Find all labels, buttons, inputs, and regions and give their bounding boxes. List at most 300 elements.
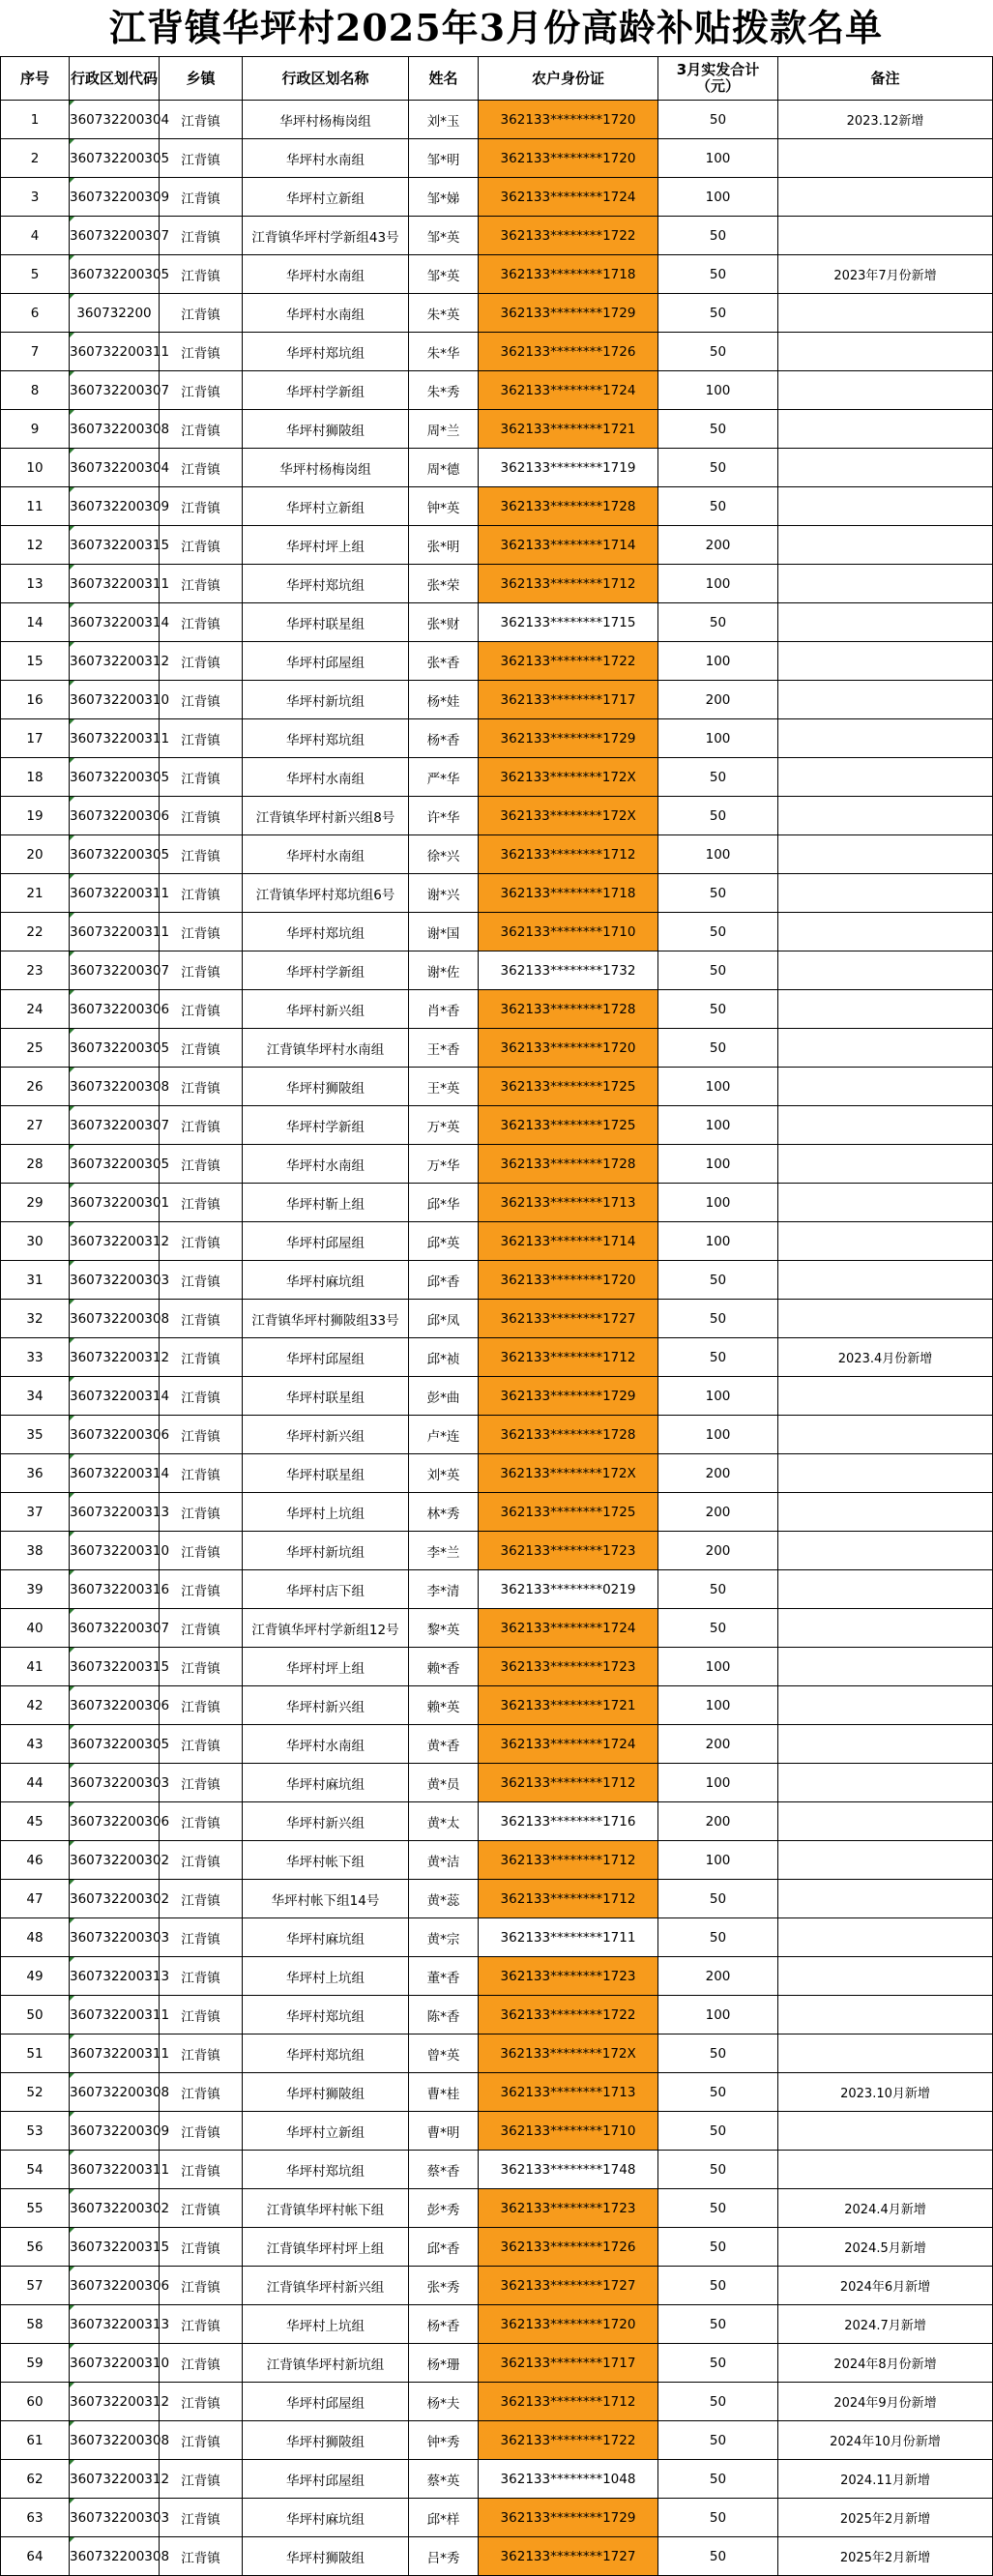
cell-code: 360732200308 (70, 1068, 160, 1106)
header-note: 备注 (778, 57, 993, 101)
cell-town: 江背镇 (160, 2228, 243, 2267)
cell-area: 华坪村杨梅岗组 (243, 101, 409, 139)
cell-code: 360732200305 (70, 1145, 160, 1184)
cell-area: 江背镇华坪村坪上组 (243, 2228, 409, 2267)
cell-amount: 200 (658, 526, 778, 565)
cell-id: 362133********1719 (479, 449, 658, 487)
cell-name: 邹*明 (409, 139, 479, 178)
cell-area: 华坪村学新组 (243, 1106, 409, 1145)
cell-town: 江背镇 (160, 642, 243, 681)
cell-id: 362133********1712 (479, 1764, 658, 1802)
cell-town: 江背镇 (160, 1145, 243, 1184)
cell-town: 江背镇 (160, 2344, 243, 2383)
cell-note (778, 2151, 993, 2189)
cell-id: 362133********1712 (479, 565, 658, 603)
table-row (1, 2034, 993, 2073)
cell-note (778, 1570, 993, 1609)
cell-area: 江背镇华坪村学新组43号 (243, 217, 409, 255)
cell-town: 江背镇 (160, 1493, 243, 1532)
cell-note (778, 565, 993, 603)
cell-no: 32 (1, 1300, 70, 1338)
cell-id: 362133********1721 (479, 410, 658, 449)
cell-town: 江背镇 (160, 449, 243, 487)
table-row (1, 1068, 993, 1106)
cell-town: 江背镇 (160, 294, 243, 333)
cell-code: 360732200306 (70, 2267, 160, 2305)
cell-no: 45 (1, 1802, 70, 1841)
cell-no: 60 (1, 2383, 70, 2421)
cell-name: 刘*英 (409, 1454, 479, 1493)
cell-amount: 50 (658, 255, 778, 294)
cell-code: 360732200315 (70, 526, 160, 565)
table-row (1, 1029, 993, 1068)
cell-name: 蔡*英 (409, 2460, 479, 2499)
cell-name: 卢*连 (409, 1416, 479, 1454)
cell-code: 360732200305 (70, 1725, 160, 1764)
cell-id: 362133********1720 (479, 101, 658, 139)
table-row (1, 1377, 993, 1416)
cell-code: 360732200308 (70, 2421, 160, 2460)
table-row (1, 2267, 993, 2305)
cell-code: 360732200312 (70, 1338, 160, 1377)
cell-note (778, 719, 993, 758)
cell-id: 362133********1048 (479, 2460, 658, 2499)
cell-id: 362133********1721 (479, 1686, 658, 1725)
cell-note (778, 371, 993, 410)
table-row (1, 1570, 993, 1609)
cell-no: 35 (1, 1416, 70, 1454)
cell-no: 9 (1, 410, 70, 449)
cell-amount: 50 (658, 410, 778, 449)
cell-name: 谢*佐 (409, 951, 479, 990)
cell-id: 362133********1724 (479, 178, 658, 217)
cell-town: 江背镇 (160, 2034, 243, 2073)
cell-note (778, 1764, 993, 1802)
cell-area: 华坪村郑坑组 (243, 565, 409, 603)
cell-town: 江背镇 (160, 2421, 243, 2460)
cell-id: 362133********1713 (479, 2073, 658, 2112)
cell-area: 华坪村狮陂组 (243, 2073, 409, 2112)
cell-amount: 50 (658, 2305, 778, 2344)
cell-id: 362133********1732 (479, 951, 658, 990)
cell-note (778, 1609, 993, 1648)
cell-code: 360732200309 (70, 487, 160, 526)
table-row (1, 2305, 993, 2344)
table-row (1, 681, 993, 719)
cell-code: 360732200312 (70, 2383, 160, 2421)
cell-code: 360732200302 (70, 1841, 160, 1880)
cell-town: 江背镇 (160, 835, 243, 874)
cell-amount: 100 (658, 1068, 778, 1106)
cell-id: 362133********1729 (479, 2499, 658, 2537)
cell-area: 华坪村立新组 (243, 487, 409, 526)
cell-town: 江背镇 (160, 139, 243, 178)
cell-note (778, 1454, 993, 1493)
cell-amount: 200 (658, 1725, 778, 1764)
cell-area: 华坪村新兴组 (243, 1802, 409, 1841)
cell-no: 49 (1, 1957, 70, 1996)
cell-note (778, 449, 993, 487)
cell-town: 江背镇 (160, 1029, 243, 1068)
cell-amount: 50 (658, 797, 778, 835)
cell-no: 52 (1, 2073, 70, 2112)
header-name: 姓名 (409, 57, 479, 101)
cell-name: 邹*英 (409, 255, 479, 294)
cell-area: 华坪村邱屋组 (243, 2460, 409, 2499)
cell-area: 华坪村邱屋组 (243, 2383, 409, 2421)
cell-id: 362133********1729 (479, 294, 658, 333)
cell-code: 360732200306 (70, 990, 160, 1029)
cell-code: 360732200305 (70, 139, 160, 178)
cell-no: 53 (1, 2112, 70, 2151)
cell-name: 赖*英 (409, 1686, 479, 1725)
cell-code: 360732200307 (70, 1106, 160, 1145)
cell-note: 2024年10月份新增 (778, 2421, 993, 2460)
cell-town: 江背镇 (160, 719, 243, 758)
cell-code: 360732200305 (70, 1029, 160, 1068)
table-row (1, 1106, 993, 1145)
cell-name: 杨*香 (409, 719, 479, 758)
cell-area: 华坪村麻坑组 (243, 1918, 409, 1957)
cell-code: 360732200305 (70, 835, 160, 874)
cell-id: 362133********1727 (479, 2537, 658, 2576)
table-row (1, 2112, 993, 2151)
cell-amount: 50 (658, 333, 778, 371)
cell-id: 362133********1722 (479, 642, 658, 681)
cell-no: 54 (1, 2151, 70, 2189)
cell-area: 华坪村新兴组 (243, 990, 409, 1029)
cell-name: 黄*蕊 (409, 1880, 479, 1918)
cell-amount: 50 (658, 2228, 778, 2267)
cell-area: 华坪村水南组 (243, 139, 409, 178)
cell-area: 华坪村帐下组14号 (243, 1880, 409, 1918)
table-row (1, 2228, 993, 2267)
table-row (1, 255, 993, 294)
cell-note (778, 1377, 993, 1416)
cell-area: 华坪村坪上组 (243, 526, 409, 565)
cell-no: 31 (1, 1261, 70, 1300)
cell-town: 江背镇 (160, 178, 243, 217)
cell-name: 吕*秀 (409, 2537, 479, 2576)
cell-amount: 100 (658, 1686, 778, 1725)
cell-area: 华坪村狮陂组 (243, 410, 409, 449)
cell-name: 黄*宗 (409, 1918, 479, 1957)
cell-id: 362133********1710 (479, 2112, 658, 2151)
cell-code: 360732200311 (70, 874, 160, 913)
cell-town: 江背镇 (160, 1609, 243, 1648)
cell-amount: 50 (658, 603, 778, 642)
cell-note (778, 1068, 993, 1106)
cell-name: 邱*祯 (409, 1338, 479, 1377)
cell-no: 47 (1, 1880, 70, 1918)
cell-note: 2024.7月新增 (778, 2305, 993, 2344)
cell-amount: 50 (658, 1609, 778, 1648)
cell-amount: 100 (658, 835, 778, 874)
cell-area: 华坪村郑坑组 (243, 719, 409, 758)
table-row (1, 139, 993, 178)
table-row (1, 603, 993, 642)
cell-amount: 50 (658, 487, 778, 526)
cell-code: 360732200312 (70, 642, 160, 681)
cell-name: 王*香 (409, 1029, 479, 1068)
cell-code: 360732200 (70, 294, 160, 333)
table-row (1, 1725, 993, 1764)
cell-area: 华坪村麻坑组 (243, 2499, 409, 2537)
cell-town: 江背镇 (160, 874, 243, 913)
cell-amount: 100 (658, 1184, 778, 1222)
cell-note (778, 410, 993, 449)
cell-town: 江背镇 (160, 1570, 243, 1609)
cell-area: 华坪村水南组 (243, 1725, 409, 1764)
cell-amount: 50 (658, 2034, 778, 2073)
cell-town: 江背镇 (160, 1686, 243, 1725)
cell-area: 华坪村邱屋组 (243, 642, 409, 681)
cell-area: 江背镇华坪村新兴组8号 (243, 797, 409, 835)
cell-no: 18 (1, 758, 70, 797)
cell-note: 2023.12新增 (778, 101, 993, 139)
cell-amount: 50 (658, 1261, 778, 1300)
cell-amount: 50 (658, 758, 778, 797)
cell-town: 江背镇 (160, 101, 243, 139)
cell-note: 2023.4月份新增 (778, 1338, 993, 1377)
cell-code: 360732200307 (70, 217, 160, 255)
cell-amount: 50 (658, 2151, 778, 2189)
cell-no: 62 (1, 2460, 70, 2499)
cell-id: 362133********1723 (479, 1648, 658, 1686)
cell-note (778, 1145, 993, 1184)
cell-no: 46 (1, 1841, 70, 1880)
cell-code: 360732200313 (70, 2305, 160, 2344)
table-row (1, 449, 993, 487)
cell-no: 42 (1, 1686, 70, 1725)
cell-no: 13 (1, 565, 70, 603)
cell-amount: 50 (658, 1029, 778, 1068)
cell-id: 362133********1714 (479, 526, 658, 565)
cell-town: 江背镇 (160, 2073, 243, 2112)
cell-area: 华坪村新兴组 (243, 1416, 409, 1454)
cell-id: 362133********1718 (479, 255, 658, 294)
cell-note: 2024.4月新增 (778, 2189, 993, 2228)
table-row (1, 1184, 993, 1222)
cell-note (778, 603, 993, 642)
allowance-table (0, 56, 993, 2576)
cell-code: 360732200310 (70, 1532, 160, 1570)
cell-code: 360732200307 (70, 1609, 160, 1648)
table-row (1, 1918, 993, 1957)
cell-code: 360732200308 (70, 2537, 160, 2576)
cell-area: 华坪村水南组 (243, 835, 409, 874)
cell-id: 362133********172X (479, 2034, 658, 2073)
cell-note (778, 487, 993, 526)
cell-area: 华坪村学新组 (243, 951, 409, 990)
cell-area: 江背镇华坪村新兴组 (243, 2267, 409, 2305)
cell-no: 33 (1, 1338, 70, 1377)
table-row (1, 1686, 993, 1725)
cell-no: 8 (1, 371, 70, 410)
cell-name: 曹*明 (409, 2112, 479, 2151)
cell-amount: 50 (658, 2112, 778, 2151)
cell-note (778, 1880, 993, 1918)
cell-no: 14 (1, 603, 70, 642)
cell-no: 4 (1, 217, 70, 255)
cell-code: 360732200312 (70, 1222, 160, 1261)
cell-note (778, 1725, 993, 1764)
cell-area: 江背镇华坪村郑坑组6号 (243, 874, 409, 913)
cell-id: 362133********1725 (479, 1106, 658, 1145)
cell-no: 43 (1, 1725, 70, 1764)
cell-town: 江背镇 (160, 603, 243, 642)
cell-no: 27 (1, 1106, 70, 1145)
cell-amount: 50 (658, 1880, 778, 1918)
cell-name: 彭*曲 (409, 1377, 479, 1416)
cell-name: 蔡*香 (409, 2151, 479, 2189)
cell-amount: 50 (658, 217, 778, 255)
cell-code: 360732200311 (70, 565, 160, 603)
cell-town: 江背镇 (160, 371, 243, 410)
cell-amount: 50 (658, 294, 778, 333)
table-row (1, 333, 993, 371)
cell-amount: 50 (658, 2267, 778, 2305)
cell-no: 12 (1, 526, 70, 565)
cell-note (778, 1996, 993, 2034)
cell-amount: 200 (658, 1493, 778, 1532)
table-row (1, 1338, 993, 1377)
cell-no: 7 (1, 333, 70, 371)
cell-name: 徐*兴 (409, 835, 479, 874)
cell-name: 张*香 (409, 642, 479, 681)
cell-id: 362133********1720 (479, 139, 658, 178)
cell-id: 362133********1717 (479, 2344, 658, 2383)
table-row (1, 990, 993, 1029)
cell-amount: 50 (658, 2421, 778, 2460)
cell-code: 360732200313 (70, 1493, 160, 1532)
cell-area: 华坪村郑坑组 (243, 2034, 409, 2073)
cell-no: 2 (1, 139, 70, 178)
cell-no: 3 (1, 178, 70, 217)
cell-amount: 200 (658, 1802, 778, 1841)
table-row (1, 1841, 993, 1880)
cell-note: 2025年2月新增 (778, 2537, 993, 2576)
table-row (1, 2383, 993, 2421)
table-row (1, 2499, 993, 2537)
cell-note (778, 797, 993, 835)
cell-amount: 50 (658, 1570, 778, 1609)
cell-amount: 100 (658, 1841, 778, 1880)
cell-amount: 100 (658, 565, 778, 603)
cell-area: 华坪村邱屋组 (243, 1222, 409, 1261)
cell-area: 华坪村郑坑组 (243, 1996, 409, 2034)
cell-code: 360732200304 (70, 449, 160, 487)
cell-id: 362133********1713 (479, 1184, 658, 1222)
cell-amount: 200 (658, 1957, 778, 1996)
table-row (1, 1996, 993, 2034)
cell-area: 江背镇华坪村学新组12号 (243, 1609, 409, 1648)
cell-id: 362133********1729 (479, 1377, 658, 1416)
cell-area: 华坪村郑坑组 (243, 333, 409, 371)
cell-note (778, 1648, 993, 1686)
cell-town: 江背镇 (160, 2112, 243, 2151)
table-row (1, 2537, 993, 2576)
cell-id: 362133********1728 (479, 487, 658, 526)
cell-town: 江背镇 (160, 2383, 243, 2421)
cell-name: 杨*香 (409, 2305, 479, 2344)
cell-town: 江背镇 (160, 1532, 243, 1570)
cell-amount: 50 (658, 2499, 778, 2537)
cell-code: 360732200311 (70, 333, 160, 371)
cell-no: 26 (1, 1068, 70, 1106)
cell-town: 江背镇 (160, 1841, 243, 1880)
cell-amount: 100 (658, 139, 778, 178)
cell-amount: 50 (658, 1918, 778, 1957)
cell-name: 钟*英 (409, 487, 479, 526)
header-row (1, 57, 993, 101)
cell-code: 360732200308 (70, 1300, 160, 1338)
cell-town: 江背镇 (160, 1416, 243, 1454)
cell-area: 华坪村水南组 (243, 255, 409, 294)
table-row (1, 371, 993, 410)
cell-id: 362133********1723 (479, 1957, 658, 1996)
cell-no: 57 (1, 2267, 70, 2305)
cell-town: 江背镇 (160, 1802, 243, 1841)
cell-area: 华坪村新坑组 (243, 1532, 409, 1570)
cell-town: 江背镇 (160, 1184, 243, 1222)
table-row (1, 2421, 993, 2460)
cell-no: 5 (1, 255, 70, 294)
cell-name: 谢*兴 (409, 874, 479, 913)
cell-id: 362133********1720 (479, 2305, 658, 2344)
cell-town: 江背镇 (160, 2267, 243, 2305)
cell-id: 362133********1720 (479, 1029, 658, 1068)
cell-no: 41 (1, 1648, 70, 1686)
cell-id: 362133********1729 (479, 719, 658, 758)
cell-id: 362133********1728 (479, 1145, 658, 1184)
cell-town: 江背镇 (160, 1377, 243, 1416)
cell-town: 江背镇 (160, 2460, 243, 2499)
cell-area: 华坪村麻坑组 (243, 1261, 409, 1300)
cell-note (778, 178, 993, 217)
cell-name: 邱*香 (409, 2228, 479, 2267)
cell-id: 362133********1718 (479, 874, 658, 913)
document-title: 江背镇华坪村2025年3月份高龄补贴拨款名单 (108, 6, 884, 49)
table-row (1, 2151, 993, 2189)
cell-name: 万*华 (409, 1145, 479, 1184)
cell-note (778, 1222, 993, 1261)
cell-town: 江背镇 (160, 1725, 243, 1764)
table-row (1, 2460, 993, 2499)
table-row (1, 1880, 993, 1918)
cell-area: 华坪村杨梅岗组 (243, 449, 409, 487)
table-row (1, 1454, 993, 1493)
cell-id: 362133********1748 (479, 2151, 658, 2189)
cell-note: 2024.11月新增 (778, 2460, 993, 2499)
cell-code: 360732200314 (70, 1377, 160, 1416)
cell-name: 邱*英 (409, 1222, 479, 1261)
cell-town: 江背镇 (160, 1300, 243, 1338)
cell-name: 黄*员 (409, 1764, 479, 1802)
cell-no: 44 (1, 1764, 70, 1802)
cell-id: 362133********172X (479, 797, 658, 835)
table-row (1, 2073, 993, 2112)
cell-note: 2024.5月新增 (778, 2228, 993, 2267)
cell-no: 16 (1, 681, 70, 719)
cell-no: 20 (1, 835, 70, 874)
cell-id: 362133********1711 (479, 1918, 658, 1957)
cell-amount: 50 (658, 951, 778, 990)
cell-name: 杨*珊 (409, 2344, 479, 2383)
cell-town: 江背镇 (160, 1648, 243, 1686)
cell-code: 360732200311 (70, 913, 160, 951)
cell-note (778, 990, 993, 1029)
